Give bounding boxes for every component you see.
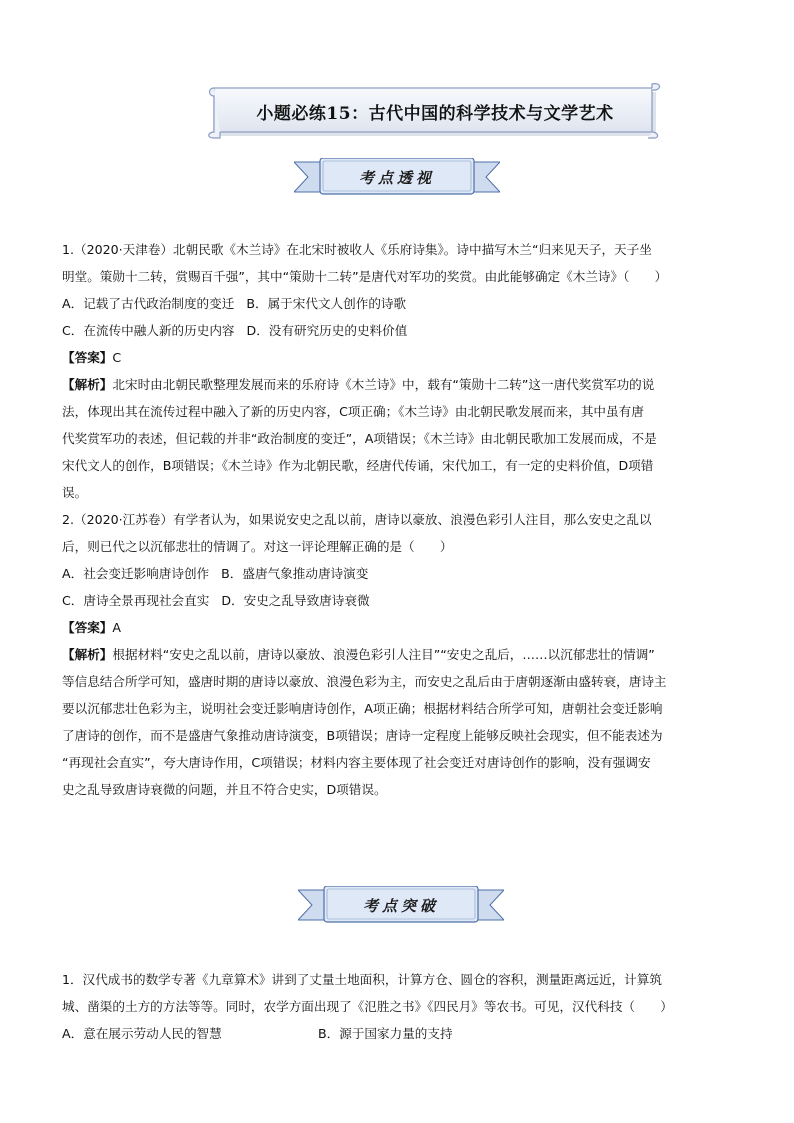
question-1-analysis-line-2: 法，体现出其在流传过程中融入了新的历史内容，C项正确；《木兰诗》由北朝民歌发展而来，其中虽有唐 xyxy=(62,404,644,419)
option-d: D．没有研究历史的史料价值 xyxy=(246,323,408,338)
question-2-analysis-line-1 xyxy=(62,641,734,668)
question-2-analysis-line-3: 要以沉郁悲壮色彩为主，说明社会变迁影响唐诗创作，A项正确；根据材料结合所学可知，唐朝社会变迁影响 xyxy=(62,701,663,716)
option-b: B．盛唐气象推动唐诗演变 xyxy=(221,566,369,581)
analysis-text: 北宋时由北朝民歌整理发展而来的乐府诗《木兰诗》中，载有“策勋十二转”这一唐代奖赏军功的说 xyxy=(112,377,655,392)
option-b: B．源于国家力量的支持 xyxy=(318,1026,453,1041)
section-label-2: 考点突破 xyxy=(362,896,439,915)
question-1-analysis-line-3: 代奖赏军功的表述，但记载的并非“政治制度的变迁”，A项错误；《木兰诗》由北朝民歌加工发展而成，不是 xyxy=(62,431,657,446)
section-label-1: 考点透视 xyxy=(358,168,435,187)
option-d: D．安史之乱导致唐诗衰微 xyxy=(221,593,370,608)
content-block-2 xyxy=(62,966,734,1047)
question-1-stem-line-2: 明堂。策勋十二转，赏赐百千强”，其中“策勋十二转”是唐代对军功的奖赏。由此能够确定《木兰诗》（ ） xyxy=(62,269,668,284)
question-1-analysis-line-5: 误。 xyxy=(62,485,88,500)
question-1-analysis-line-1 xyxy=(62,371,734,398)
question-2-answer xyxy=(62,614,734,641)
content-block-1 xyxy=(62,236,734,803)
option-b: B．属于宋代文人创作的诗歌 xyxy=(246,296,407,311)
question-2-stem-line-2: 后，则已代之以沉郁悲壮的情调了。对这一评论理解正确的是（ ） xyxy=(62,539,453,554)
question-2-options-cd xyxy=(62,587,734,614)
question-1-options-ab xyxy=(62,290,734,317)
question-2-stem-line-1: 2.（2020·江苏卷）有学者认为，如果说安史之乱以前，唐诗以豪放、浪漫色彩引人注目，那么安史之乱以 xyxy=(62,512,652,527)
section-header-ribbon-1 xyxy=(294,158,500,200)
option-a: A．记载了古代政治制度的变迁 xyxy=(62,296,235,311)
question-3-stem-line-2: 城、凿渠的土方的方法等等。同时，农学方面出现了《氾胜之书》《四民月》等农书。可见，汉代科技（ ） xyxy=(62,999,673,1014)
question-1-options-cd xyxy=(62,317,734,344)
analysis-label: 【解析】 xyxy=(62,647,113,662)
option-a: A．意在展示劳动人民的智慧 xyxy=(62,1026,222,1041)
question-1-answer xyxy=(62,344,734,371)
question-2-analysis-line-5: “再现社会直实”，夸大唐诗作用，C项错误；材料内容主要体现了社会变迁对唐诗创作的影响，没有强调安 xyxy=(62,755,651,770)
question-2-analysis-line-4: 了唐诗的创作，而不是盛唐气象推动唐诗演变，B项错误；唐诗一定程度上能够反映社会现实，但不能表述为 xyxy=(62,728,663,743)
option-c: C．唐诗全景再现社会直实 xyxy=(62,593,210,608)
analysis-text: 根据材料“安史之乱以前，唐诗以豪放、浪漫色彩引人注目”“安史之乱后，……以沉郁悲壮的情调” xyxy=(112,647,655,662)
question-3-stem-line-1: 1．汉代成书的数学专著《九章算术》讲到了丈量土地面积，计算方仓、圆仓的容积，测量距离远近，计算筑 xyxy=(62,972,662,987)
question-2-analysis-line-6: 史之乱导致唐诗衰微的问题，并且不符合史实，D项错误。 xyxy=(62,782,387,797)
question-1-stem-line-1: 1.（2020·天津卷）北朝民歌《木兰诗》在北宋时被收人《乐府诗集》。诗中描写木兰“归来见天子，天子坐 xyxy=(62,242,652,257)
answer-label: 【答案】 xyxy=(62,350,113,365)
section-header-ribbon-2 xyxy=(298,886,504,928)
title-banner xyxy=(208,82,662,140)
question-1-analysis-line-4: 宋代文人的创作，B项错误；《木兰诗》作为北朝民歌，经唐代传诵，宋代加工，有一定的史料价值，D项错 xyxy=(62,458,654,473)
answer-value: C xyxy=(112,350,122,365)
question-3-options-ab xyxy=(62,1020,734,1047)
answer-label: 【答案】 xyxy=(62,620,113,635)
question-2-analysis-line-2: 等信息结合所学可知，盛唐时期的唐诗以豪放、浪漫色彩为主，而安史之乱后由于唐朝逐渐由盛转衰，唐诗主 xyxy=(62,674,667,689)
analysis-label: 【解析】 xyxy=(62,377,113,392)
answer-value: A xyxy=(112,620,121,635)
page-title: 小题必练15：古代中国的科学技术与文学艺术 xyxy=(256,103,614,124)
option-a: A．社会变迁影响唐诗创作 xyxy=(62,566,210,581)
question-2-options-ab xyxy=(62,560,734,587)
option-c: C．在流传中融人新的历史内容 xyxy=(62,323,235,338)
